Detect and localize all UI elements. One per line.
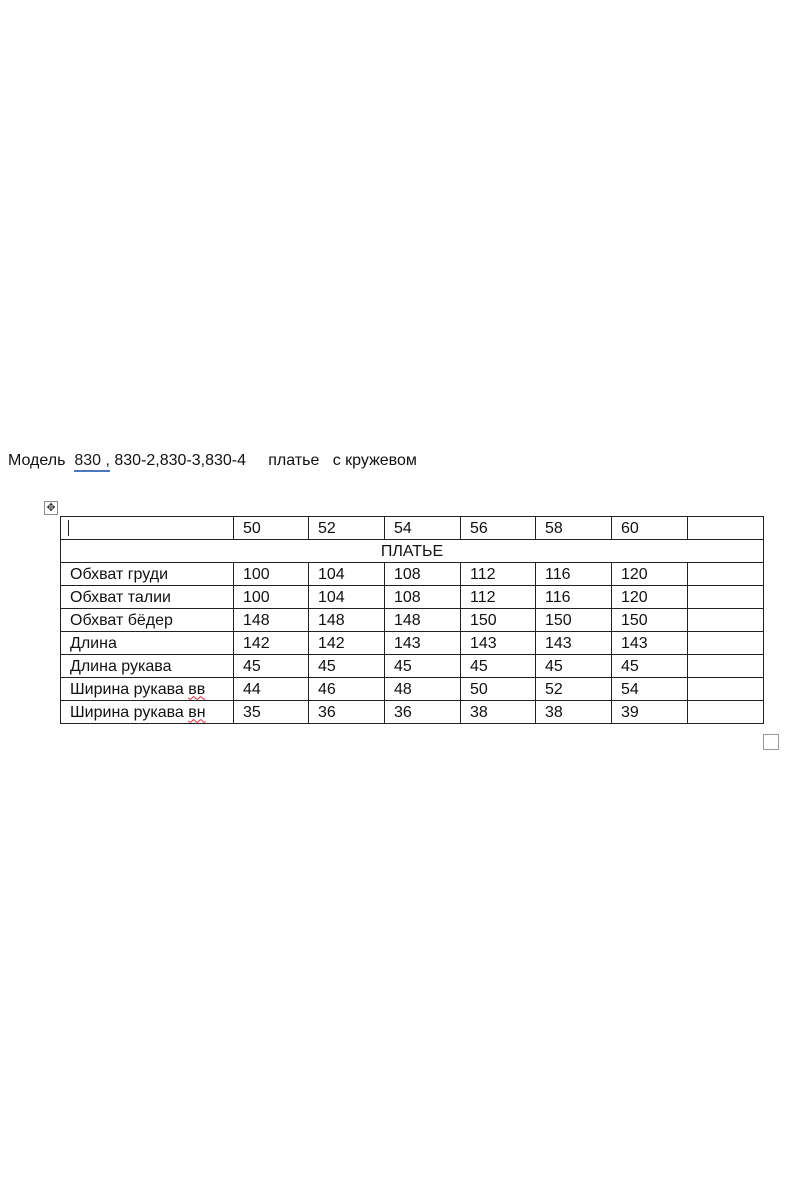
table-cell[interactable]: 100 [234,563,309,586]
measurement-label-text: Обхват груди [70,565,169,583]
spellcheck-flagged-word: вн [188,703,206,721]
table-cell[interactable]: 142 [309,632,385,655]
size-header-cell[interactable]: 58 [536,517,612,540]
table-row [61,563,764,586]
table-cell[interactable]: 45 [234,655,309,678]
measurement-label[interactable] [61,678,234,701]
table-cell[interactable] [688,678,764,701]
table-cell[interactable]: 120 [612,586,688,609]
table-cell[interactable]: 35 [234,701,309,724]
measurement-label-text: Длина рукава [70,657,172,675]
document-heading [8,452,417,470]
spellcheck-flagged-word: вв [188,680,206,698]
table-cell[interactable] [688,609,764,632]
size-header-cell[interactable]: 60 [612,517,688,540]
measurement-label-text: Обхват бёдер [70,611,173,629]
table-cell[interactable]: 38 [536,701,612,724]
table-cell[interactable]: 143 [536,632,612,655]
measurement-label-text: Обхват талии [70,588,171,606]
corner-cell[interactable] [61,517,234,540]
size-header-cell[interactable] [688,517,764,540]
table-cell[interactable]: 100 [234,586,309,609]
table-cell[interactable]: 44 [234,678,309,701]
table-cell[interactable]: 116 [536,586,612,609]
table-cell[interactable] [688,586,764,609]
table-cell[interactable]: 148 [234,609,309,632]
table-cell[interactable]: 45 [461,655,536,678]
table-cell[interactable]: 104 [309,586,385,609]
table-cell[interactable] [688,563,764,586]
table-cell[interactable]: 50 [461,678,536,701]
size-header-cell[interactable]: 50 [234,517,309,540]
table-cell[interactable]: 45 [612,655,688,678]
table-cell[interactable]: 142 [234,632,309,655]
table-move-handle-icon[interactable]: ✥ [44,501,58,515]
table-cell[interactable]: 46 [309,678,385,701]
table-cell[interactable]: 108 [385,563,461,586]
size-header-cell[interactable]: 56 [461,517,536,540]
item-description: с кружевом [332,452,417,469]
table-row [61,586,764,609]
measurement-label-text: Длина [70,634,117,652]
table-cell[interactable]: 143 [385,632,461,655]
size-table [60,516,764,724]
table-cell[interactable]: 39 [612,701,688,724]
table-cell[interactable]: 38 [461,701,536,724]
measurement-label-text: Ширина рукава [70,680,189,698]
cell-cursor [68,520,69,536]
measurement-label-text: Ширина рукава [70,703,189,721]
table-cell[interactable]: 108 [385,586,461,609]
size-header-row [61,517,764,540]
table-cell[interactable] [688,701,764,724]
size-header-cell[interactable]: 54 [385,517,461,540]
table-cell[interactable] [688,655,764,678]
table-row [61,678,764,701]
table-cell[interactable]: 143 [612,632,688,655]
table-cell[interactable]: 150 [461,609,536,632]
measurement-label[interactable] [61,655,234,678]
size-header-cell[interactable]: 52 [309,517,385,540]
model-number: 830 , [74,452,110,472]
table-row [61,609,764,632]
table-cell[interactable]: 148 [309,609,385,632]
table-cell[interactable]: 112 [461,563,536,586]
measurement-label[interactable] [61,563,234,586]
table-cell[interactable]: 36 [309,701,385,724]
measurement-label[interactable] [61,609,234,632]
table-cell[interactable]: 143 [461,632,536,655]
measurement-label[interactable] [61,701,234,724]
table-cell[interactable]: 54 [612,678,688,701]
item-type: платье [268,452,320,469]
table-cell[interactable]: 120 [612,563,688,586]
table-cell[interactable]: 36 [385,701,461,724]
table-row [61,655,764,678]
table-cell[interactable]: 48 [385,678,461,701]
table-cell[interactable]: 150 [612,609,688,632]
table-cell[interactable]: 150 [536,609,612,632]
table-cell[interactable] [688,632,764,655]
section-title[interactable]: ПЛАТЬЕ [61,540,764,563]
table-cell[interactable]: 45 [309,655,385,678]
table-resize-handle-icon[interactable] [763,734,779,750]
table-cell[interactable]: 112 [461,586,536,609]
measurement-label[interactable] [61,586,234,609]
table-row [61,632,764,655]
table-row [61,701,764,724]
table-cell[interactable]: 116 [536,563,612,586]
table-cell[interactable]: 148 [385,609,461,632]
table-cell[interactable]: 45 [385,655,461,678]
table-cell[interactable]: 104 [309,563,385,586]
heading-label: Модель [8,452,66,469]
section-row [61,540,764,563]
measurement-label[interactable] [61,632,234,655]
table-cell[interactable]: 45 [536,655,612,678]
model-variants: 830-2,830-3,830-4 [114,452,247,469]
table-cell[interactable]: 52 [536,678,612,701]
